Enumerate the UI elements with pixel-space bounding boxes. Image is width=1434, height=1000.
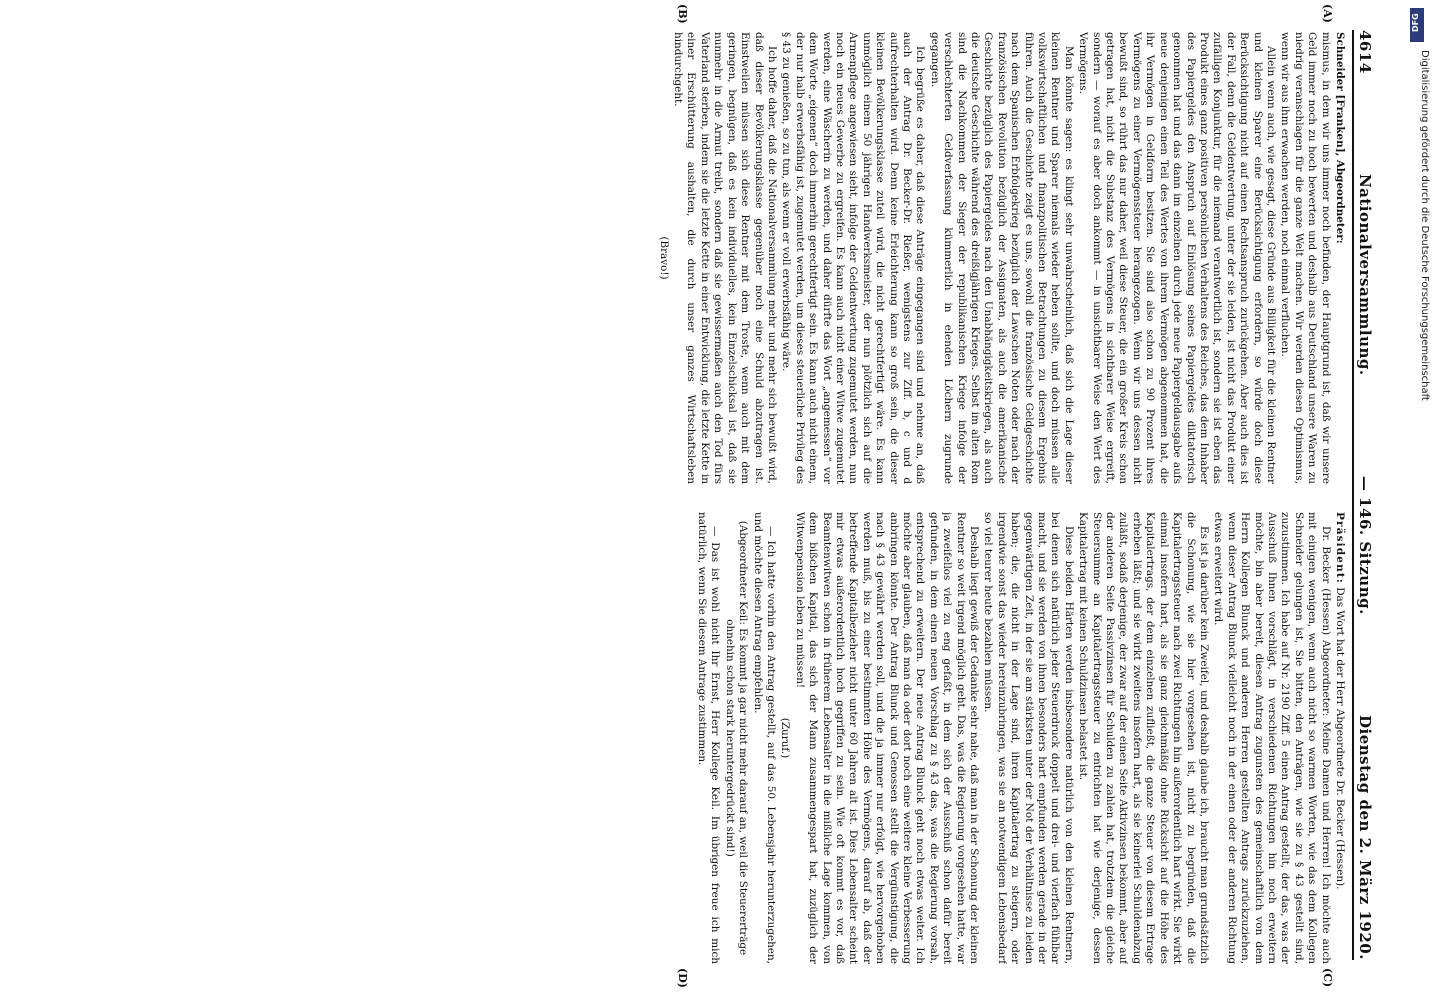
- dfg-logo: DFG: [1410, 8, 1424, 42]
- paragraph: mismus, in dem wir uns immer noch befinden, der Hauptgrund ist, daß wir unsere Geld immer noch zu hoch bewerten und deshalb aus Deutschland unsere Waren zu niedrig veranschlagen für die ganze Welt machen. Wir werden diesen Optimismus, wenn wir aus ihm erwachen werden, noch einmal verfluchen.: [1279, 32, 1332, 484]
- paragraph: Ich hoffe daher, daß die Nationalversammlung mehr und mehr sich bewußt wird, daß dieser Bevölkerungsklasse gegenüber noch eine Schuld abzutragen ist. Einstweilen müssen sich diese Rentner mit dem Troste, wenn auch mit dem geringen, begnügen, daß es kein individuelles, kein Einzelschicksal ist, daß sie nunmehr in die Armut treibt, sondern daß sie gewissermaßen auch den Tod fürs Vaterland sterben, indem sie die letzte Kette in einer Entwicklung, die letzte Kette in einer Erschütterung aushalten, die durch unser ganzes Wirtschaftsleben hindurchgeht.: [672, 32, 778, 484]
- paragraph: Präsident: Das Wort hat der Herr Abgeordnete Dr. Becker (Hessen).: [1334, 512, 1346, 890]
- left-column: [48, 32, 1346, 484]
- margin-mark-b: (B): [676, 4, 689, 24]
- paragraph: Schneider [Franken], Abgeordneter:: [1334, 32, 1346, 244]
- paragraph: Allein wenn auch, wie gesagt, diese Gründe aus Billigkeit für die kleinen Rentner und kleinen Sparer eine Berücksichtigung erfordern, so würde doch diese Berücksichtigung nicht auf einen Rechtsanspruch zurückgehen. Aber auch dies ist der Fall, denn die Geldentwertung, unter der sie leiden, ist nicht das Produkt einer zufälligen Konjunktur, für die niemand verantwortlich ist, sondern sie ist eben das Produkt eines ganz positiven persönlichen Verhaltens des Reiches, das dem Inhaber des Papiergeldes den Anspruch auf Einlösung seines Papiergeldes diktatorisch genommen hat und das dann im einzelnen durch jede neue Papiergeldausgabe aufs neue denjenigen einen Teil des Wertes von ihrem Vermögen abgenommen hat, die ihr Vermögen in Geldform besitzen. Sie sind also schon zu 90 Prozent ihres Vermögens zu einer Vermögenssteuer herangezogen. Wenn wir uns dessen nicht bewußt sind, so rührt das nur daher, weil diese Steuer, die ein großer Kreis schon getragen hat, nicht die Substanz des Vermögens in sichtbarer Weise ergreift, sondern — worauf es aber doch ankommt — in unsichtbarer Weise den Wert des Vermögens.: [1077, 32, 1277, 484]
- paragraph: (Zuruf.): [779, 717, 792, 759]
- right-column: [48, 512, 1346, 964]
- paragraph: (Bravo!): [657, 236, 670, 280]
- header-rule: [1352, 30, 1354, 960]
- page-number: 4614: [1356, 30, 1374, 74]
- paragraph: Ich begrüße es daher, daß diese Anträge eingegangen sind und nehme an, daß auch der Antrag Dr. Becker-Dr. Rießer, wenigstens zur Ziff. b, c und d aufrechterhalten wird. Denn keine Erleichterung kann so groß sein, die dieser kleinen Bevölkerungsklasse zuteil wird, die nicht gerechtfertigt wäre. Es kann unmöglich einem 50 jährigen Handwerksmeister, der nun plötzlich sich auf die Armenpflege angewiesen sieht, infolge der Geldentwertung zugemutet werden, nun noch ein neues Gewerbe zu ergreifen. Es kann auch nicht einer Witwe zugemutet werden, eine Wäscherin zu werden, und daher dürfte das Wort „angemessen“ vor dem Worte „eigenen“ doch immerhin gerechtfertigt sein. Es kann auch nicht einem, der nur halb erwerbsfähig ist, zugemutet werden, um dieses steuerliche Privileg des § 43 zu genießen, so zu tun, als wenn er voll erwerbsfähig wäre.: [780, 32, 927, 484]
- paragraph: Man könnte sagen: es klingt sehr unwahrscheinlich, daß sich die Lage dieser kleinen Rentner und Sparer niemals wieder heben sollte, und doch müssen alle volkswirtschaftlichen und finanzpolitischen Betrachtungen zu diesem Ergebnis führen. Auch die Geschichte zeigt es uns, sowohl die französische Geldgeschichte nach dem Spanischen Erbfolgekrieg bezüglich der Lawschen Noten oder nach der französischen Revolution bezüglich der Assignaten, als auch die amerikanische Geschichte bezüglich des Papiergeldes nach den Unabhängigkeitskriegen, als auch die deutsche Geschichte während des dreißigjährigen Krieges. Selbst im alten Rom sind die Nachkommen der Sieger der republikanischen Kriege infolge der verschlechterten Geldverfassung kümmerlich in elenden Löchern zugrunde gegangen.: [928, 32, 1075, 484]
- header-session: — 146. Sitzung.: [1356, 475, 1374, 615]
- margin-mark-d: (D): [676, 968, 689, 988]
- page-header: [1356, 30, 1378, 960]
- header-left-title: Nationalversammlung.: [1356, 173, 1374, 376]
- paragraph: Diese beiden Härten werden insbesondere natürlich von den kleinen Rentnern, bei denen sich natürlich jeder Steuerdruck doppelt und drei- und vierfach fühlbar macht, und sie werden von ihnen besonders hart empfunden werden gerade in der gegenwärtigen Zeit, in der sie am stärksten unter der Not der Verhältnisse zu leiden haben; die, die nicht in der Lage sind, ihren Kapitalertrag zu steigern, oder irgendwie sonst das wieder hereinzubringen, was sie an notwendigem Lebensbedarf so viel teurer heute bezahlen müssen.: [982, 512, 1075, 964]
- paragraph: — Ich hatte vorhin den Antrag gestellt, auf das 50. Lebensjahr herunterzugehen, und möchte diesen Antrag empfehlen.: [751, 512, 777, 964]
- margin-mark-c: (C): [1321, 968, 1334, 988]
- digitization-note: Digitalisierung gefördert durch die Deutsche Forschungsgemeinschaft: [1419, 50, 1430, 401]
- margin-mark-a: (A): [1321, 4, 1334, 23]
- paragraph: Dr. Becker (Hessen) Abgeordneter: Meine Damen und Herren! Ich möchte auch mit einigen wenigen, wenn auch nicht so warmen Worten, wie das dem Kollegen Schneider gelungen ist, Sie bitten, den Anträgen, wie sie zu § 43 gestellt sind, zuzustimmen. Ich habe auf Nr. 2190 Ziff. 5 einen Antrag gestellt, der das, was der Ausschuß Ihnen vorschlägt, in verschiedenen Richtungen hin noch erweitern möchte, bin aber bereit, diesen Antrag zugunsten des gemeinschaftlich von dem Herrn Kollegen Blunck und anderen Herren gestellten Antrags zurückzuziehen, wenn dieser Antrag Blunck vielleicht noch in der einen oder der anderen Richtung etwas erweitert wird.: [1212, 512, 1332, 964]
- paragraph: Es ist ja darüber kein Zweifel, und deshalb glaube ich, braucht man grundsätzlich die Schonung, wie sie hier vorgesehen ist, nicht zu begründen, daß die Kapitalertragssteuer nach zwei Richtungen hin außerordentlich hart wirkt. Sie wirkt einmal insofern hart, als sie ganz gleichmäßig ohne Rücksicht auf die Höhe des Kapitalertrags, der dem einzelnen zufließt, die ganze Steuer von diesem Ertrage erheben läßt; und sie wirkt zweitens insofern hart, als sie keinerlei Schuldenabzug zuläßt, sodaß derjenige, der zwar auf der einen Seite Aktivzinsen bekommt, aber auf der anderen Seite Passivzinsen für Schulden zu zahlen hat, trotzdem die gleiche Steuersumme an Kapitalertragssteuer zu entrichten hat wie derjenige, dessen Kapitalertrag mit keinen Schuldzinsen belastet ist.: [1077, 512, 1210, 964]
- paragraph: (Abgeordneter Keil: Es kommt ja gar nicht mehr darauf an, weil die Steuererträge ohnehin schon stark heruntergedrückt sind!): [723, 520, 750, 956]
- paragraph: Deshalb liegt gewiß der Gedanke sehr nahe, daß man in der Schonung der kleinen Rentner so weit irgend möglich geht. Das, was die Regierung vorgesehen hatte, war ja zweifellos viel zu eng gefaßt, in dem sich der Ausschuß schon dafür bereit gefunden, in dem einen neuen Vorschlag zu § 43 das, was die Regierung vorsah, entsprechend zu erweitern. Der neue Antrag Blunck geht noch etwas weiter. Ich möchte aber glauben, daß man da oder dort noch eine weitere kleine Verbesserung anbringen könnte. Der Antrag Blunck und Genossen stellt die Vergünstigung, die nach § 43 gewährt werden soll, und die ja immer nur erfolgt, wie hervorgehoben werden muß, bis zu einer bestimmten Höhe des Vermögens, darauf ab, daß der betreffende Kapitalbezieher nicht unter 60 Jahren alt ist. Dies Lebensalter scheint mir etwas außerordentlich hoch gegriffen zu sein. Wie oft kommt es vor, daß Beamtenwitwen schon in früherem Lebensalter in die mißliche Lage kommen, von dem bißchen Kapital, das sich der Mann zusammengespart hat, zuzüglich der Witwenpension leben zu müssen!: [793, 512, 981, 964]
- header-date: Dienstag den 2. März 1920.: [1356, 715, 1374, 960]
- paragraph: — Das ist wohl nicht Ihr Ernst, Herr Kollege Keil. Im übrigen freue ich mich natürlich, wenn Sie diesem Antrage zustimmen.: [695, 512, 722, 964]
